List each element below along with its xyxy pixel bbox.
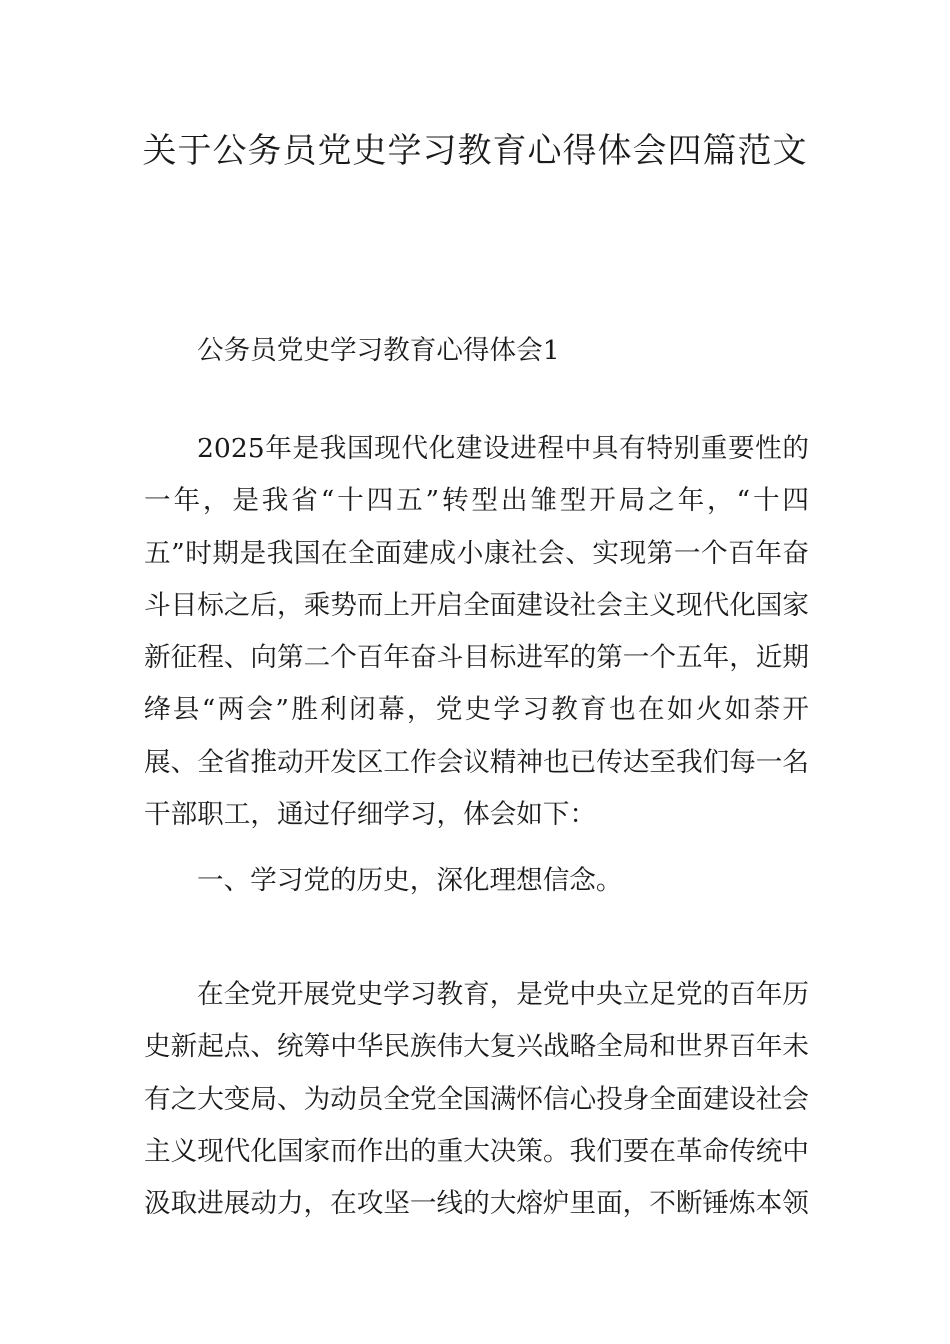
body-paragraph: 2025年是我国现代化建设进程中具有特别重要性的一年，是我省“十四五”转型出雏型开局之年，“十四五”时期是我国在全面建成小康社会、实现第一个百年奋斗目标之后，乘势而上开启全面建设社会主义现代化国家新征程、向第二个百年奋斗目标进军的第一个五年，近期绛县“两会”胜利闭幕，党史学习教育也在如火如荼开展、全省推动开发区工作会议精神也已传达至我们每一名干部职工，通过仔细学习，体会如下：: [144, 433, 809, 831]
section-heading: 一、学习党的历史，深化理想信念。: [197, 865, 623, 896]
document-title: 关于公务员党史学习教育心得体会四篇范文: [142, 131, 808, 171]
section-subtitle: 公务员党史学习教育心得体会1: [197, 335, 560, 366]
body-paragraph: 在全党开展党史学习教育，是党中央立足党的百年历史新起点、统筹中华民族伟大复兴战略全局和世界百年未有之大变局、为动员全党全国满怀信心投身全面建设社会主义现代化国家而作出的重大决策。我们要在革命传统中汲取进展动力，在攻坚一线的大熔炉里面，不断锤炼本领: [144, 979, 809, 1220]
